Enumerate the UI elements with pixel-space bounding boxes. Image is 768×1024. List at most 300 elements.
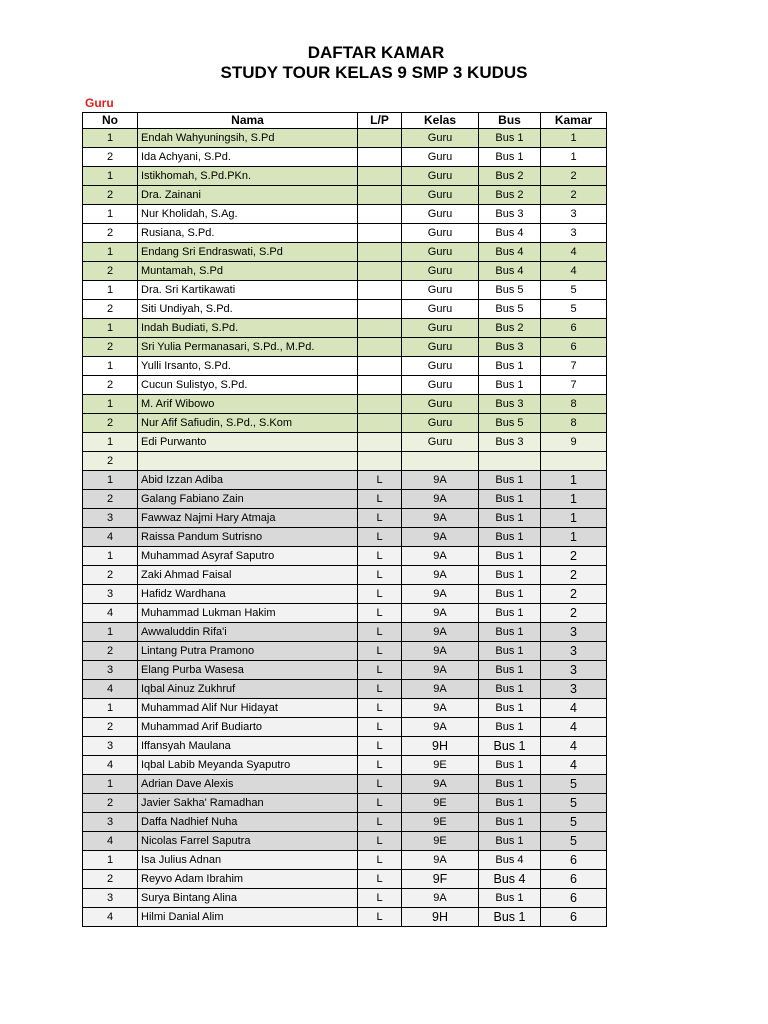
cell-bus: Bus 3 bbox=[479, 205, 541, 224]
cell-lp: L bbox=[358, 851, 402, 870]
cell-no: 2 bbox=[83, 566, 138, 585]
cell-lp bbox=[358, 433, 402, 452]
cell-kamar: 6 bbox=[541, 851, 607, 870]
cell-kelas: Guru bbox=[402, 262, 479, 281]
cell-nama: Muhammad Arif Budiarto bbox=[138, 718, 358, 737]
cell-bus: Bus 1 bbox=[479, 585, 541, 604]
table-row bbox=[83, 167, 607, 186]
cell-lp: L bbox=[358, 604, 402, 623]
cell-lp: L bbox=[358, 718, 402, 737]
table-row bbox=[83, 756, 607, 775]
cell-nama: Sri Yulia Permanasari, S.Pd., M.Pd. bbox=[138, 338, 358, 357]
cell-bus: Bus 1 bbox=[479, 528, 541, 547]
cell-nama: Javier Sakha' Ramadhan bbox=[138, 794, 358, 813]
room-list-table bbox=[82, 112, 607, 927]
table-row bbox=[83, 699, 607, 718]
cell-kelas bbox=[402, 452, 479, 471]
cell-nama: Nur Afif Safiudin, S.Pd., S.Kom bbox=[138, 414, 358, 433]
table-row bbox=[83, 471, 607, 490]
cell-kelas: Guru bbox=[402, 129, 479, 148]
cell-bus: Bus 2 bbox=[479, 167, 541, 186]
cell-no: 3 bbox=[83, 737, 138, 756]
cell-lp bbox=[358, 262, 402, 281]
cell-bus: Bus 1 bbox=[479, 471, 541, 490]
cell-kamar: 2 bbox=[541, 186, 607, 205]
cell-kamar: 3 bbox=[541, 623, 607, 642]
cell-bus: Bus 4 bbox=[479, 870, 541, 889]
cell-kelas: 9H bbox=[402, 737, 479, 756]
cell-kamar: 5 bbox=[541, 281, 607, 300]
cell-kelas: 9E bbox=[402, 756, 479, 775]
cell-no: 2 bbox=[83, 186, 138, 205]
cell-kamar: 9 bbox=[541, 433, 607, 452]
table-row bbox=[83, 243, 607, 262]
cell-no: 1 bbox=[83, 281, 138, 300]
cell-kamar: 1 bbox=[541, 490, 607, 509]
cell-kamar: 6 bbox=[541, 870, 607, 889]
column-header-lp: L/P bbox=[358, 113, 402, 129]
cell-kelas: 9A bbox=[402, 718, 479, 737]
cell-nama: Edi Purwanto bbox=[138, 433, 358, 452]
cell-bus: Bus 1 bbox=[479, 566, 541, 585]
cell-no: 3 bbox=[83, 813, 138, 832]
cell-lp: L bbox=[358, 832, 402, 851]
column-header-kamar: Kamar bbox=[541, 113, 607, 129]
cell-no: 2 bbox=[83, 870, 138, 889]
cell-lp: L bbox=[358, 813, 402, 832]
cell-no: 4 bbox=[83, 604, 138, 623]
cell-kamar: 3 bbox=[541, 224, 607, 243]
cell-kamar: 2 bbox=[541, 547, 607, 566]
cell-no: 2 bbox=[83, 300, 138, 319]
cell-nama: Fawwaz Najmi Hary Atmaja bbox=[138, 509, 358, 528]
cell-no: 2 bbox=[83, 490, 138, 509]
cell-no: 2 bbox=[83, 642, 138, 661]
cell-lp bbox=[358, 186, 402, 205]
cell-kelas: 9A bbox=[402, 509, 479, 528]
cell-kelas: 9A bbox=[402, 547, 479, 566]
column-header-bus: Bus bbox=[479, 113, 541, 129]
cell-bus: Bus 1 bbox=[479, 547, 541, 566]
cell-kamar: 4 bbox=[541, 756, 607, 775]
cell-bus: Bus 4 bbox=[479, 243, 541, 262]
cell-kelas: 9E bbox=[402, 832, 479, 851]
table-row bbox=[83, 794, 607, 813]
cell-no: 1 bbox=[83, 775, 138, 794]
cell-nama: Daffa Nadhief Nuha bbox=[138, 813, 358, 832]
table-row bbox=[83, 775, 607, 794]
cell-nama: Endah Wahyuningsih, S.Pd bbox=[138, 129, 358, 148]
cell-no: 3 bbox=[83, 585, 138, 604]
cell-lp: L bbox=[358, 661, 402, 680]
cell-kamar: 5 bbox=[541, 300, 607, 319]
cell-no: 1 bbox=[83, 851, 138, 870]
cell-kamar: 4 bbox=[541, 737, 607, 756]
cell-lp bbox=[358, 319, 402, 338]
cell-lp: L bbox=[358, 528, 402, 547]
cell-nama: Hafidz Wardhana bbox=[138, 585, 358, 604]
cell-lp bbox=[358, 148, 402, 167]
cell-kamar: 3 bbox=[541, 661, 607, 680]
cell-bus: Bus 4 bbox=[479, 262, 541, 281]
cell-lp bbox=[358, 395, 402, 414]
table-row bbox=[83, 319, 607, 338]
cell-lp: L bbox=[358, 642, 402, 661]
cell-lp: L bbox=[358, 585, 402, 604]
cell-lp: L bbox=[358, 547, 402, 566]
cell-kelas: 9A bbox=[402, 471, 479, 490]
cell-kelas: 9A bbox=[402, 699, 479, 718]
cell-kelas: Guru bbox=[402, 243, 479, 262]
cell-lp: L bbox=[358, 756, 402, 775]
cell-nama: Indah Budiati, S.Pd. bbox=[138, 319, 358, 338]
cell-nama: Awwaluddin Rifa'i bbox=[138, 623, 358, 642]
cell-kamar: 5 bbox=[541, 832, 607, 851]
cell-no: 1 bbox=[83, 129, 138, 148]
table-row bbox=[83, 129, 607, 148]
cell-kamar: 3 bbox=[541, 205, 607, 224]
cell-nama: Zaki Ahmad Faisal bbox=[138, 566, 358, 585]
table-row bbox=[83, 414, 607, 433]
cell-bus: Bus 1 bbox=[479, 604, 541, 623]
cell-nama: Cucun Sulistyo, S.Pd. bbox=[138, 376, 358, 395]
cell-kamar: 3 bbox=[541, 680, 607, 699]
cell-bus: Bus 5 bbox=[479, 300, 541, 319]
cell-kamar: 8 bbox=[541, 395, 607, 414]
cell-kelas: 9A bbox=[402, 851, 479, 870]
cell-lp: L bbox=[358, 737, 402, 756]
cell-no: 1 bbox=[83, 471, 138, 490]
cell-nama: Rusiana, S.Pd. bbox=[138, 224, 358, 243]
document-title: DAFTAR KAMAR bbox=[307, 43, 445, 62]
cell-bus: Bus 1 bbox=[479, 623, 541, 642]
cell-kelas: Guru bbox=[402, 338, 479, 357]
table-row bbox=[83, 148, 607, 167]
cell-kelas: Guru bbox=[402, 414, 479, 433]
cell-no: 1 bbox=[83, 623, 138, 642]
cell-kelas: 9A bbox=[402, 889, 479, 908]
table-row bbox=[83, 737, 607, 756]
cell-kelas: Guru bbox=[402, 433, 479, 452]
cell-bus: Bus 1 bbox=[479, 699, 541, 718]
cell-kamar: 7 bbox=[541, 376, 607, 395]
table-row bbox=[83, 718, 607, 737]
cell-nama: Muhammad Lukman Hakim bbox=[138, 604, 358, 623]
table-row bbox=[83, 205, 607, 224]
table-row bbox=[83, 832, 607, 851]
cell-kamar: 1 bbox=[541, 528, 607, 547]
table-row bbox=[83, 547, 607, 566]
cell-no: 4 bbox=[83, 832, 138, 851]
cell-lp: L bbox=[358, 794, 402, 813]
cell-lp bbox=[358, 281, 402, 300]
cell-lp bbox=[358, 338, 402, 357]
cell-bus: Bus 5 bbox=[479, 281, 541, 300]
cell-kelas: Guru bbox=[402, 300, 479, 319]
cell-kamar: 1 bbox=[541, 129, 607, 148]
document-subtitle: STUDY TOUR KELAS 9 SMP 3 KUDUS bbox=[220, 63, 528, 82]
cell-kamar: 5 bbox=[541, 794, 607, 813]
cell-kelas: Guru bbox=[402, 281, 479, 300]
table-row bbox=[83, 623, 607, 642]
cell-bus: Bus 4 bbox=[479, 851, 541, 870]
column-header-nama: Nama bbox=[138, 113, 358, 129]
cell-nama: Muntamah, S.Pd bbox=[138, 262, 358, 281]
cell-nama: Dra. Zainani bbox=[138, 186, 358, 205]
cell-kelas: 9A bbox=[402, 585, 479, 604]
cell-nama: Istikhomah, S.Pd.PKn. bbox=[138, 167, 358, 186]
cell-bus: Bus 1 bbox=[479, 718, 541, 737]
cell-bus: Bus 4 bbox=[479, 224, 541, 243]
cell-kamar: 2 bbox=[541, 566, 607, 585]
cell-nama: Ida Achyani, S.Pd. bbox=[138, 148, 358, 167]
cell-kamar: 5 bbox=[541, 813, 607, 832]
table-header-row bbox=[83, 113, 607, 129]
cell-kelas: 9F bbox=[402, 870, 479, 889]
cell-lp: L bbox=[358, 566, 402, 585]
cell-bus: Bus 5 bbox=[479, 414, 541, 433]
table-row bbox=[83, 281, 607, 300]
table-row bbox=[83, 680, 607, 699]
cell-lp: L bbox=[358, 775, 402, 794]
cell-bus: Bus 1 bbox=[479, 794, 541, 813]
cell-kelas: 9A bbox=[402, 566, 479, 585]
cell-lp: L bbox=[358, 889, 402, 908]
cell-no: 1 bbox=[83, 699, 138, 718]
cell-bus: Bus 1 bbox=[479, 376, 541, 395]
cell-kamar: 4 bbox=[541, 262, 607, 281]
cell-lp bbox=[358, 414, 402, 433]
cell-nama: Abid Izzan Adiba bbox=[138, 471, 358, 490]
cell-no: 1 bbox=[83, 243, 138, 262]
cell-lp bbox=[358, 452, 402, 471]
cell-no: 1 bbox=[83, 547, 138, 566]
cell-kelas: Guru bbox=[402, 205, 479, 224]
cell-lp bbox=[358, 376, 402, 395]
table-row bbox=[83, 338, 607, 357]
cell-lp bbox=[358, 224, 402, 243]
cell-kelas: 9A bbox=[402, 604, 479, 623]
cell-no: 2 bbox=[83, 224, 138, 243]
table-row bbox=[83, 186, 607, 205]
cell-kelas: 9E bbox=[402, 794, 479, 813]
cell-nama: Hilmi Danial Alim bbox=[138, 908, 358, 927]
cell-bus bbox=[479, 452, 541, 471]
cell-kelas: 9A bbox=[402, 642, 479, 661]
cell-kamar: 6 bbox=[541, 319, 607, 338]
cell-kelas: 9H bbox=[402, 908, 479, 927]
table-row bbox=[83, 490, 607, 509]
cell-kelas: Guru bbox=[402, 224, 479, 243]
table-row bbox=[83, 300, 607, 319]
cell-nama: Adrian Dave Alexis bbox=[138, 775, 358, 794]
cell-nama: Iqbal Ainuz Zukhruf bbox=[138, 680, 358, 699]
cell-kamar: 1 bbox=[541, 148, 607, 167]
table-row bbox=[83, 908, 607, 927]
cell-kamar: 7 bbox=[541, 357, 607, 376]
cell-no: 2 bbox=[83, 376, 138, 395]
cell-bus: Bus 1 bbox=[479, 775, 541, 794]
cell-no: 3 bbox=[83, 661, 138, 680]
cell-nama: Nicolas Farrel Saputra bbox=[138, 832, 358, 851]
cell-nama: Iqbal Labib Meyanda Syaputro bbox=[138, 756, 358, 775]
cell-nama: Muhammad Asyraf Saputro bbox=[138, 547, 358, 566]
cell-bus: Bus 1 bbox=[479, 490, 541, 509]
cell-kelas: 9E bbox=[402, 813, 479, 832]
table-row bbox=[83, 661, 607, 680]
cell-bus: Bus 1 bbox=[479, 642, 541, 661]
cell-no: 2 bbox=[83, 148, 138, 167]
cell-lp: L bbox=[358, 699, 402, 718]
cell-bus: Bus 1 bbox=[479, 737, 541, 756]
cell-bus: Bus 1 bbox=[479, 129, 541, 148]
cell-kelas: 9A bbox=[402, 661, 479, 680]
cell-no: 2 bbox=[83, 794, 138, 813]
cell-nama: Siti Undiyah, S.Pd. bbox=[138, 300, 358, 319]
cell-nama: Raissa Pandum Sutrisno bbox=[138, 528, 358, 547]
cell-no: 1 bbox=[83, 395, 138, 414]
cell-no: 1 bbox=[83, 319, 138, 338]
cell-lp: L bbox=[358, 490, 402, 509]
cell-kelas: 9A bbox=[402, 623, 479, 642]
column-header-no: No bbox=[83, 113, 138, 129]
cell-lp bbox=[358, 129, 402, 148]
table-row bbox=[83, 870, 607, 889]
cell-bus: Bus 3 bbox=[479, 395, 541, 414]
cell-kamar: 6 bbox=[541, 889, 607, 908]
cell-nama: Galang Fabiano Zain bbox=[138, 490, 358, 509]
cell-nama: Yulli Irsanto, S.Pd. bbox=[138, 357, 358, 376]
cell-kelas: Guru bbox=[402, 167, 479, 186]
cell-no: 1 bbox=[83, 433, 138, 452]
cell-kamar: 3 bbox=[541, 642, 607, 661]
cell-bus: Bus 1 bbox=[479, 889, 541, 908]
cell-no: 4 bbox=[83, 680, 138, 699]
cell-bus: Bus 1 bbox=[479, 357, 541, 376]
cell-bus: Bus 3 bbox=[479, 338, 541, 357]
cell-no: 2 bbox=[83, 262, 138, 281]
cell-bus: Bus 1 bbox=[479, 813, 541, 832]
cell-nama bbox=[138, 452, 358, 471]
cell-nama: Nur Kholidah, S.Ag. bbox=[138, 205, 358, 224]
cell-nama: M. Arif Wibowo bbox=[138, 395, 358, 414]
cell-lp: L bbox=[358, 471, 402, 490]
cell-lp bbox=[358, 167, 402, 186]
table-row bbox=[83, 585, 607, 604]
table-row bbox=[83, 376, 607, 395]
cell-lp: L bbox=[358, 870, 402, 889]
cell-no: 4 bbox=[83, 528, 138, 547]
table-body bbox=[83, 129, 607, 927]
cell-kamar: 4 bbox=[541, 718, 607, 737]
table-row bbox=[83, 452, 607, 471]
cell-bus: Bus 2 bbox=[479, 186, 541, 205]
cell-bus: Bus 3 bbox=[479, 433, 541, 452]
cell-nama: Lintang Putra Pramono bbox=[138, 642, 358, 661]
cell-kelas: Guru bbox=[402, 395, 479, 414]
cell-no: 4 bbox=[83, 908, 138, 927]
cell-kelas: Guru bbox=[402, 319, 479, 338]
table-row bbox=[83, 357, 607, 376]
cell-nama: Isa Julius Adnan bbox=[138, 851, 358, 870]
cell-kelas: 9A bbox=[402, 680, 479, 699]
cell-kamar: 8 bbox=[541, 414, 607, 433]
table-row bbox=[83, 395, 607, 414]
cell-bus: Bus 1 bbox=[479, 661, 541, 680]
cell-nama: Reyvo Adam Ibrahim bbox=[138, 870, 358, 889]
table-row bbox=[83, 566, 607, 585]
cell-kamar: 1 bbox=[541, 471, 607, 490]
cell-lp: L bbox=[358, 680, 402, 699]
cell-no: 2 bbox=[83, 718, 138, 737]
cell-kamar: 4 bbox=[541, 699, 607, 718]
cell-lp: L bbox=[358, 908, 402, 927]
cell-bus: Bus 1 bbox=[479, 148, 541, 167]
cell-nama: Muhammad Alif Nur Hidayat bbox=[138, 699, 358, 718]
cell-kamar: 6 bbox=[541, 338, 607, 357]
cell-no: 3 bbox=[83, 889, 138, 908]
table-row bbox=[83, 433, 607, 452]
section-label-guru: Guru bbox=[85, 96, 114, 110]
cell-nama: Iffansyah Maulana bbox=[138, 737, 358, 756]
cell-kamar: 5 bbox=[541, 775, 607, 794]
table-row bbox=[83, 813, 607, 832]
cell-kelas: Guru bbox=[402, 376, 479, 395]
cell-no: 3 bbox=[83, 509, 138, 528]
cell-kamar bbox=[541, 452, 607, 471]
cell-kelas: Guru bbox=[402, 148, 479, 167]
table-row bbox=[83, 851, 607, 870]
cell-kelas: Guru bbox=[402, 186, 479, 205]
cell-no: 1 bbox=[83, 205, 138, 224]
cell-bus: Bus 2 bbox=[479, 319, 541, 338]
table-row bbox=[83, 224, 607, 243]
cell-kelas: 9A bbox=[402, 490, 479, 509]
cell-no: 2 bbox=[83, 414, 138, 433]
cell-kelas: 9A bbox=[402, 528, 479, 547]
cell-bus: Bus 1 bbox=[479, 756, 541, 775]
table-row bbox=[83, 642, 607, 661]
table-row bbox=[83, 528, 607, 547]
table-row bbox=[83, 262, 607, 281]
cell-nama: Dra. Sri Kartikawati bbox=[138, 281, 358, 300]
cell-lp bbox=[358, 300, 402, 319]
cell-nama: Surya Bintang Alina bbox=[138, 889, 358, 908]
cell-no: 1 bbox=[83, 167, 138, 186]
cell-kamar: 2 bbox=[541, 167, 607, 186]
cell-kelas: 9A bbox=[402, 775, 479, 794]
cell-kamar: 1 bbox=[541, 509, 607, 528]
cell-bus: Bus 1 bbox=[479, 908, 541, 927]
cell-bus: Bus 1 bbox=[479, 680, 541, 699]
cell-kamar: 2 bbox=[541, 585, 607, 604]
cell-lp bbox=[358, 357, 402, 376]
cell-kelas: Guru bbox=[402, 357, 479, 376]
table-row bbox=[83, 604, 607, 623]
cell-lp bbox=[358, 243, 402, 262]
cell-nama: Endang Sri Endraswati, S.Pd bbox=[138, 243, 358, 262]
cell-kamar: 4 bbox=[541, 243, 607, 262]
cell-bus: Bus 1 bbox=[479, 509, 541, 528]
table-row bbox=[83, 889, 607, 908]
cell-kamar: 6 bbox=[541, 908, 607, 927]
cell-no: 4 bbox=[83, 756, 138, 775]
cell-no: 1 bbox=[83, 357, 138, 376]
cell-lp: L bbox=[358, 623, 402, 642]
cell-no: 2 bbox=[83, 338, 138, 357]
cell-no: 2 bbox=[83, 452, 138, 471]
cell-lp bbox=[358, 205, 402, 224]
